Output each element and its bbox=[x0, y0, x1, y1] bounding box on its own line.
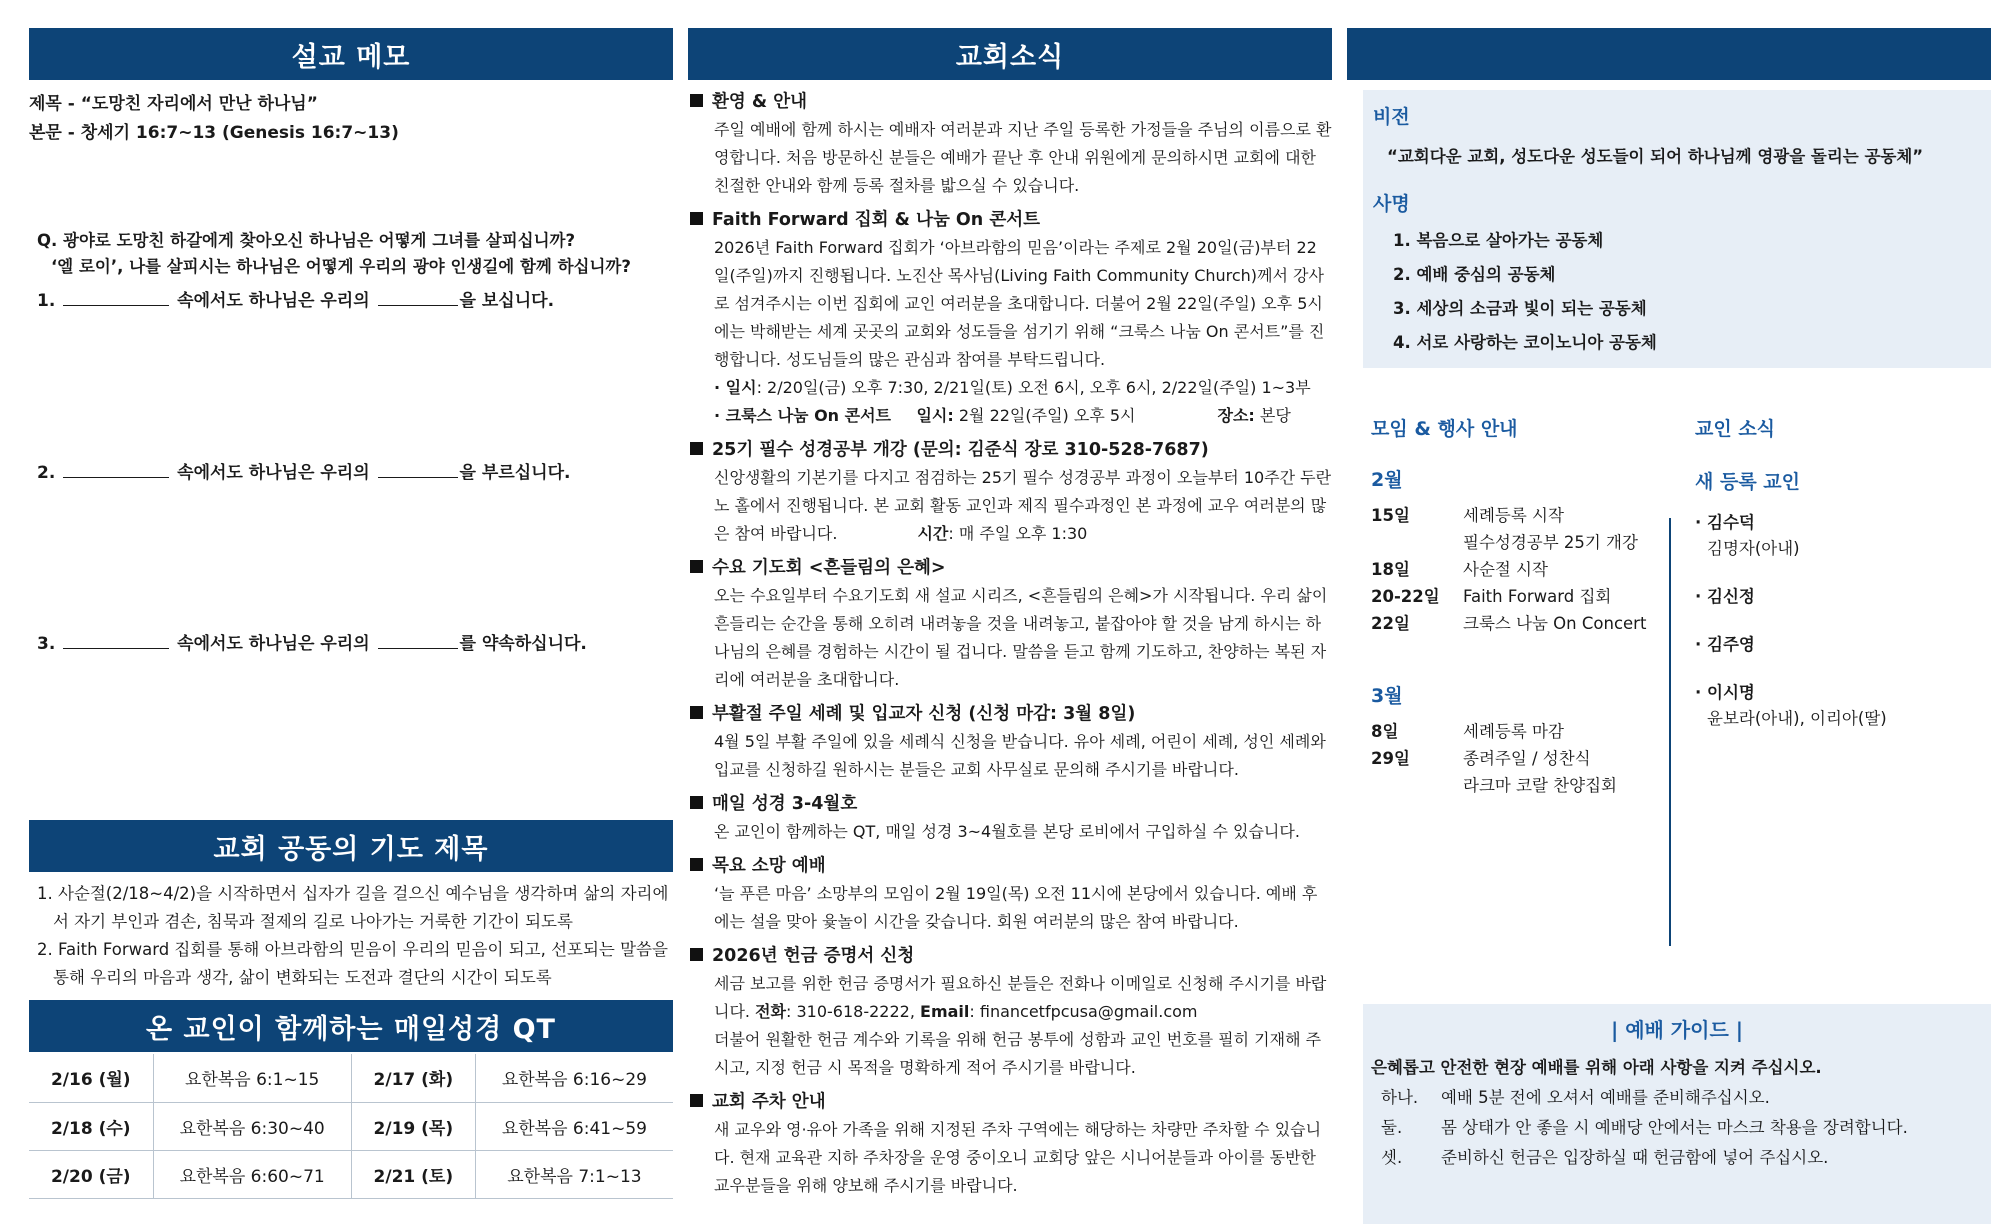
square-bullet-icon bbox=[690, 94, 703, 107]
guide-title: | 예배 가이드 | bbox=[1610, 1018, 1744, 1042]
news-faith-forward: Faith Forward 집회 & 나눔 On 콘서트 2026년 Faith Forward 집회가 ‘아브라함의 믿음’이라는 주제로 2월 20일(금)부터 22일(주일)까지 진행됩니다. 노진산 목사님(Living Faith Community Church)께서 강사로 섬겨주시는 이번 집회에 교인 여러분을 초대합니다. 더불어 2월 22일(주일) 오후 5시에는 박해받는 세계 곳곳의 교회와 성도들을 섬기기 위해 “크룩스 나눔 On 콘서트”를 진행합니다. 성도님들의 많은 관심과 참여를 부탁드립니다. · 일시: 2/20일(금) 오후 7:30, 2/21일(토) 오전 6시, 오후 6시, 2/22일(주일) 1~3부 · 크룩스 나눔 On 콘서트 일시: 2월 22일(주일) 오후 5시 장소: 본당 bbox=[690, 206, 1332, 430]
qt-header: 온 교인이 함께하는 매일성경 QT bbox=[29, 1000, 673, 1052]
blank bbox=[378, 631, 458, 649]
members-section bbox=[1695, 414, 1985, 754]
prayer-item: 1. 사순절(2/18~4/2)을 시작하면서 십자가 길을 걸으신 예수님을 생각하며 삶의 자리에서 자기 부인과 겸손, 침묵과 절제의 길로 나아가는 거룩한 기간이 되도록 bbox=[37, 884, 669, 931]
blank bbox=[378, 460, 458, 478]
event-row: 22일 크룩스 나눔 On Concert bbox=[1371, 614, 1647, 633]
fill-in-3: 3. 속에서도 하나님은 우리의 를 약속하십니다. bbox=[37, 629, 587, 654]
question-line-1: Q. 광야로 도망친 하갈에게 찾아오신 하나님은 어떻게 그녀를 살피십니까? bbox=[37, 231, 576, 250]
sermon-header: 설교 메모 bbox=[29, 28, 673, 80]
news-header: 교회소식 bbox=[688, 28, 1332, 80]
sermon-question bbox=[37, 228, 667, 280]
news-baptism: 부활절 주일 세례 및 입교자 신청 (신청 마감: 3월 8일) 4월 5일 부활 주일에 있을 세례식 신청을 받습니다. 유아 세례, 어린이 세례, 성인 세례와 입교를 신청하길 원하시는 분들은 교회 사무실로 문의해 주시기를 바랍니다. bbox=[690, 700, 1332, 784]
fill-in-1: 1. 속에서도 하나님은 우리의 을 보십니다. bbox=[37, 286, 554, 311]
concert-info: · 크룩스 나눔 On 콘서트 일시: 2월 22일(주일) 오후 5시 장소: 본당 bbox=[714, 406, 1291, 425]
guide-item: 둘. 몸 상태가 안 좋을 시 예배당 안에서는 마스크 착용을 장려합니다. bbox=[1381, 1118, 1908, 1137]
members-title: 교인 소식 bbox=[1695, 418, 1776, 440]
table-row: 2/16 (월) 요한복음 6:1~15 2/17 (화) 요한복음 6:16~29 bbox=[29, 1054, 673, 1102]
member-item: · 김주영 bbox=[1695, 635, 1755, 654]
question-line-2: ‘엘 로이’, 나를 살피시는 하나님은 어떻게 우리의 광야 인생길에 함께 하십니까? bbox=[51, 257, 631, 276]
news-daily-bible: 매일 성경 3-4월호 온 교인이 함께하는 QT, 매일 성경 3~4월호를 본당 로비에서 구입하실 수 있습니다. bbox=[690, 790, 1332, 846]
news-welcome: 환영 & 안내 주일 예배에 함께 하시는 예배자 여러분과 지난 주일 등록한 가정들을 주님의 이름으로 환영합니다. 처음 방문하신 분들은 예배가 끝난 후 안내 위원에게 문의하시면 교회에 대한 친절한 안내와 함께 등록 절차를 밟으실 수 있습니다. bbox=[690, 88, 1332, 200]
list-item: 2. 예배 중심의 공동체 bbox=[1393, 265, 1556, 284]
blank bbox=[63, 288, 169, 306]
event-row: 18일 사순절 시작 bbox=[1371, 560, 1548, 579]
square-bullet-icon bbox=[690, 1094, 703, 1107]
vision-box bbox=[1363, 90, 1991, 368]
square-bullet-icon bbox=[690, 796, 703, 809]
fill-in-2: 2. 속에서도 하나님은 우리의 을 부르십니다. bbox=[37, 458, 570, 483]
guide-item: 셋. 준비하신 헌금은 입장하실 때 헌금함에 넣어 주십시오. bbox=[1381, 1148, 1829, 1167]
sermon-scripture: 본문 - 창세기 16:7~13 (Genesis 16:7~13) bbox=[29, 123, 399, 143]
list-item: 4. 서로 사랑하는 코이노니아 공동체 bbox=[1393, 333, 1657, 352]
event-row: 20-22일 Faith Forward 집회 bbox=[1371, 587, 1612, 606]
sermon-title: 제목 - “도망친 자리에서 만난 하나님” bbox=[29, 94, 318, 114]
square-bullet-icon bbox=[690, 442, 703, 455]
prayer-header: 교회 공동의 기도 제목 bbox=[29, 820, 673, 872]
guide-item: 하나. 예배 5분 전에 오셔서 예배를 준비해주십시오. bbox=[1381, 1088, 1770, 1107]
table-row: 2/20 (금) 요한복음 6:60~71 2/21 (토) 요한복음 7:1~13 bbox=[29, 1150, 673, 1198]
qt-table bbox=[29, 1054, 673, 1199]
blank bbox=[63, 460, 169, 478]
worship-guide bbox=[1363, 1004, 1991, 1224]
news-parking: 교회 주차 안내 새 교우와 영·유아 가족을 위해 지정된 주차 구역에는 해당하는 차량만 주차할 수 있습니다. 현재 교육관 지하 주차장을 운영 중이오니 교회당 앞은 시니어분들과 아이를 동반한 교우분들을 위해 양보해 주시기를 바랍니다. bbox=[690, 1088, 1332, 1200]
divider bbox=[1669, 518, 1671, 946]
news-wednesday-prayer: 수요 기도회 <흔들림의 은혜> 오는 수요일부터 수요기도회 새 설교 시리즈, <흔들림의 은혜>가 시작됩니다. 우리 삶이 흔들리는 순간을 통해 오히려 내려놓을 것을 내려놓고, 붙잡아야 할 것을 남게 하시는 하나님의 은혜를 경험하는 시간이 될 겁니다. 말씀을 듣고 함께 기도하고, 찬양하는 복된 자리에 여러분을 초대합니다. bbox=[690, 554, 1332, 694]
blank bbox=[378, 288, 458, 306]
list-item: 3. 세상의 소금과 빛이 되는 공동체 bbox=[1393, 299, 1647, 318]
event-row: 8일 세례등록 마감 bbox=[1371, 722, 1564, 741]
info-header bbox=[1347, 28, 1991, 80]
guide-intro: 은혜롭고 안전한 현장 예배를 위해 아래 사항을 지켜 주십시오. bbox=[1371, 1058, 1822, 1077]
news-donation-receipt: 2026년 헌금 증명서 신청 세금 보고를 위한 헌금 증명서가 필요하신 분들은 전화나 이메일로 신청해 주시기를 바랍니다. 전화: 310-618-2222, Email: financetfpcusa@gmail.com 더불어 원활한 헌금 계수와 기록을 위해 헌금 봉투에 성함과 교인 번호를 필히 기재해 주시고, 지정 헌금 시 목적을 명확하게 적어 주시기를 바랍니다. bbox=[690, 942, 1332, 1082]
faith-schedule: · 일시: 2/20일(금) 오후 7:30, 2/21일(토) 오전 6시, 오후 6시, 2/22일(주일) 1~3부 bbox=[714, 378, 1311, 397]
info-column bbox=[1347, 28, 1991, 1224]
member-item: · 김수덕 김명자(아내) bbox=[1695, 513, 1800, 558]
news-column bbox=[688, 28, 1332, 1224]
square-bullet-icon bbox=[690, 706, 703, 719]
event-row: 15일 세례등록 시작 필수성경공부 25기 개강 bbox=[1371, 506, 1638, 552]
list-item: 1. 복음으로 살아가는 공동체 bbox=[1393, 231, 1604, 250]
prayer-list bbox=[37, 880, 669, 992]
prayer-item: 2. Faith Forward 집회를 통해 아브라함의 믿음이 우리의 믿음이 되고, 선포되는 말씀을 통해 우리의 마음과 생각, 삶이 변화되는 도전과 결단의 시간이 되도록 bbox=[37, 940, 668, 987]
mission-list bbox=[1373, 224, 1981, 360]
square-bullet-icon bbox=[690, 212, 703, 225]
sermon-column bbox=[29, 28, 673, 1224]
member-item: · 김신정 bbox=[1695, 587, 1755, 606]
square-bullet-icon bbox=[690, 948, 703, 961]
events-title: 모임 & 행사 안내 bbox=[1371, 418, 1518, 440]
table-row: 2/18 (수) 요한복음 6:30~40 2/19 (목) 요한복음 6:41~59 bbox=[29, 1102, 673, 1150]
month-label: 2월 bbox=[1371, 469, 1403, 491]
mission-title: 사명 bbox=[1373, 193, 1410, 215]
events-section bbox=[1371, 414, 1671, 799]
sermon-meta bbox=[29, 90, 673, 148]
news-thursday-worship: 목요 소망 예배 ‘늘 푸른 마음’ 소망부의 모임이 2월 19일(목) 오전 11시에 본당에서 있습니다. 예배 후에는 설을 맞아 윷놀이 시간을 갖습니다. 회원 여러분의 많은 참여 바랍니다. bbox=[690, 852, 1332, 936]
news-list bbox=[690, 88, 1332, 1206]
news-bible-study: 25기 필수 성경공부 개강 (문의: 김준식 장로 310-528-7687) 신앙생활의 기본기를 다지고 점검하는 25기 필수 성경공부 과정이 오늘부터 10주간 두란노 홀에서 진행됩니다. 본 교회 활동 교인과 제직 필수과정인 본 과정에 교우 여러분의 많은 참여 바랍니다. 시간: 매 주일 오후 1:30 bbox=[690, 436, 1332, 548]
month-label: 3월 bbox=[1371, 685, 1403, 707]
square-bullet-icon bbox=[690, 560, 703, 573]
event-row: 29일 종려주일 / 성찬식 라크마 코랄 찬양집회 bbox=[1371, 749, 1617, 795]
vision-title: 비전 bbox=[1373, 106, 1410, 128]
blank bbox=[63, 631, 169, 649]
square-bullet-icon bbox=[690, 858, 703, 871]
members-subtitle: 새 등록 교인 bbox=[1695, 471, 1800, 493]
vision-text: “교회다운 교회, 성도다운 성도들이 되어 하나님께 영광을 돌리는 공동체” bbox=[1387, 147, 1924, 166]
member-item: · 이시명 윤보라(아내), 이리아(딸) bbox=[1695, 683, 1887, 728]
